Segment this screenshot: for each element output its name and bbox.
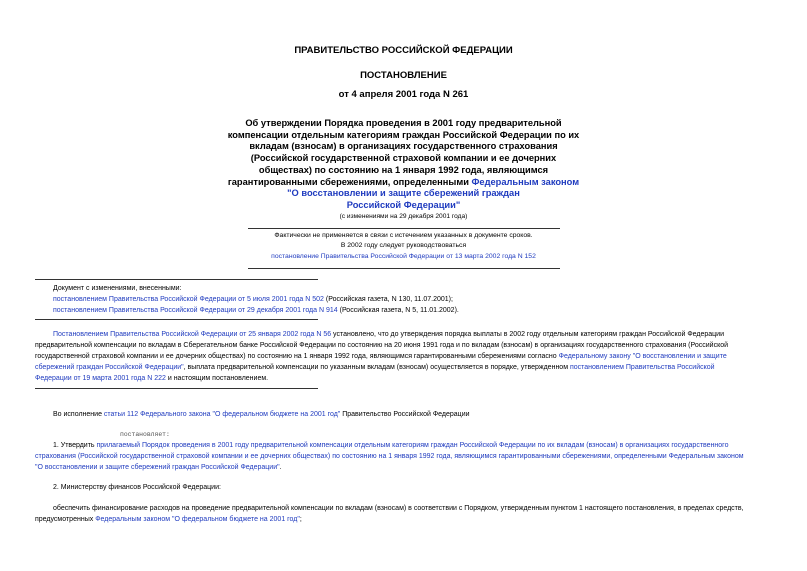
federal-law-savings-link[interactable]: "О восстановлении и защите сбережений граждан Российской Федерации" — [35, 464, 280, 471]
item1-text: . — [279, 464, 282, 471]
item1-line — [53, 440, 728, 451]
divider — [35, 279, 318, 280]
government-name: ПРАВИТЕЛЬСТВО РОССИЙСКОЙ ФЕДЕРАЦИИ — [294, 45, 513, 56]
procedure-link-line[interactable]: страхования (Российской государственной страховой компании и ее дочерних обществах) по состоянию на 1 января 1992 года, являющимся гарантированными сбережениями, определенными Федеральным законом — [35, 453, 744, 460]
note-text: государственной страховой компании и ее дочерних обществах) по состоянию на 1 января 1992 года, являющимся гарантированными сбережениями согласно — [35, 353, 559, 360]
note-text: установлено, что до утверждения порядка выплаты в 2002 году отдельным категориям граждан Российской Федерации — [331, 331, 724, 338]
preamble-text: Во исполнение — [53, 411, 104, 418]
note-line — [53, 329, 724, 340]
preamble — [53, 409, 470, 420]
source-text: (Российская газета, N 130, 11.07.2001); — [323, 296, 453, 303]
decree-word: постановляет: — [120, 431, 170, 438]
divider — [248, 268, 560, 269]
title-line: (Российской государственной страховой компании и ее дочерних — [250, 153, 557, 164]
decree-502-link[interactable]: постановлением Правительства Российской Федерации от 5 июля 2001 года N 502 — [53, 296, 324, 303]
decree-222-link[interactable]: Федерации от 19 марта 2001 года N 222 — [35, 375, 166, 382]
note-line — [35, 362, 715, 373]
note-line — [35, 351, 727, 362]
changes-label: Документ с изменениями, внесенными: — [53, 285, 182, 292]
source-text: (Российская газета, N 5, 11.01.2002). — [337, 307, 459, 314]
federal-law-link-line[interactable]: "О восстановлении и защите сбережений граждан — [287, 188, 520, 199]
item1-text: 1. Утвердить — [53, 442, 97, 449]
document-date-number: от 4 апреля 2001 года N 261 — [338, 89, 469, 100]
document-title — [0, 118, 807, 212]
title-line: Об утверждении Порядка проведения в 2001 году предварительной — [245, 118, 562, 128]
article-112-link[interactable]: статьи 112 Федерального закона "О федеральном бюджете на 2001 год" — [103, 411, 341, 418]
federal-law-link[interactable]: Федеральным законом — [471, 176, 580, 187]
note-text: и настоящим постановлением. — [165, 375, 269, 382]
decree-222-link[interactable]: постановлением Правительства Российской — [569, 364, 715, 371]
expiry-line: В 2002 году следует руководствоваться — [340, 242, 467, 250]
divider — [35, 319, 318, 320]
item2-text: ; — [299, 516, 302, 523]
divider — [248, 228, 560, 229]
federal-law-savings-link[interactable]: сбережений граждан Российской Федерации" — [35, 364, 184, 371]
amendment-note: (с изменениями на 29 декабря 2001 года) — [339, 213, 468, 220]
decree-914-link[interactable]: постановлением Правительства Российской Федерации от 29 декабря 2001 года N 914 — [53, 307, 338, 314]
note-line — [35, 373, 268, 384]
note-line: предварительной компенсации по вкладам в Сберегательном банке Российской Федерации по состоянию на 20 июня 1991 года и по вкладам (взносам) в организациях государственного страхования (Российской — [35, 342, 729, 349]
title-line: вкладам (взносам) в организациях государственного страхования — [249, 141, 558, 152]
title-line: компенсации отдельным категориям граждан Российской Федерации по их — [227, 129, 580, 140]
item2-heading: 2. Министерству финансов Российской Федерации: — [53, 484, 221, 491]
item2-line: обеспечить финансирование расходов на проведение предварительной компенсации по вкладам (взносам) в соответствии с Порядком, утвержденным пунктом 1 настоящего постановления, в пределах средств, — [53, 505, 744, 512]
title-line — [0, 177, 807, 189]
expiry-line: Фактически не применяется в связи с истечением указанных в документе сроков. — [274, 232, 533, 239]
federal-law-savings-link[interactable]: Федеральному закону "О восстановлении и защите — [558, 353, 727, 360]
item1-line — [35, 462, 282, 473]
preamble-text: Правительство Российской Федерации — [340, 411, 470, 418]
changes-item — [53, 305, 459, 316]
title-line: обществах) по состоянию на 1 января 1992 года, являющимся — [258, 164, 549, 175]
note-text: , выплата предварительной компенсации по указанным вкладам (взносам) осуществляется в порядке, утвержденном — [183, 364, 570, 371]
divider — [35, 388, 318, 389]
decree-152-link[interactable]: постановление Правительства Российской Федерации от 13 марта 2002 года N 152 — [271, 252, 536, 260]
procedure-link[interactable]: прилагаемый Порядок проведения в 2001 году предварительной компенсации отдельным категориям граждан Российской Федерации по их вкладам (взносам) в организациях государственного — [96, 442, 729, 449]
document-type: ПОСТАНОВЛЕНИЕ — [360, 70, 447, 81]
title-text: гарантированными сбережениями, определенными — [227, 176, 472, 187]
decree-56-link[interactable]: Постановлением Правительства Российской Федерации от 25 января 2002 года N 56 — [53, 331, 332, 338]
changes-item — [53, 294, 453, 305]
budget-law-link[interactable]: Федеральным законом "О федеральном бюджете на 2001 год" — [95, 516, 300, 523]
item2-line — [35, 514, 302, 525]
expiry-notice — [0, 231, 807, 262]
federal-law-link-line[interactable]: Российской Федерации" — [346, 199, 461, 210]
item2-text: предусмотренных — [35, 516, 96, 523]
